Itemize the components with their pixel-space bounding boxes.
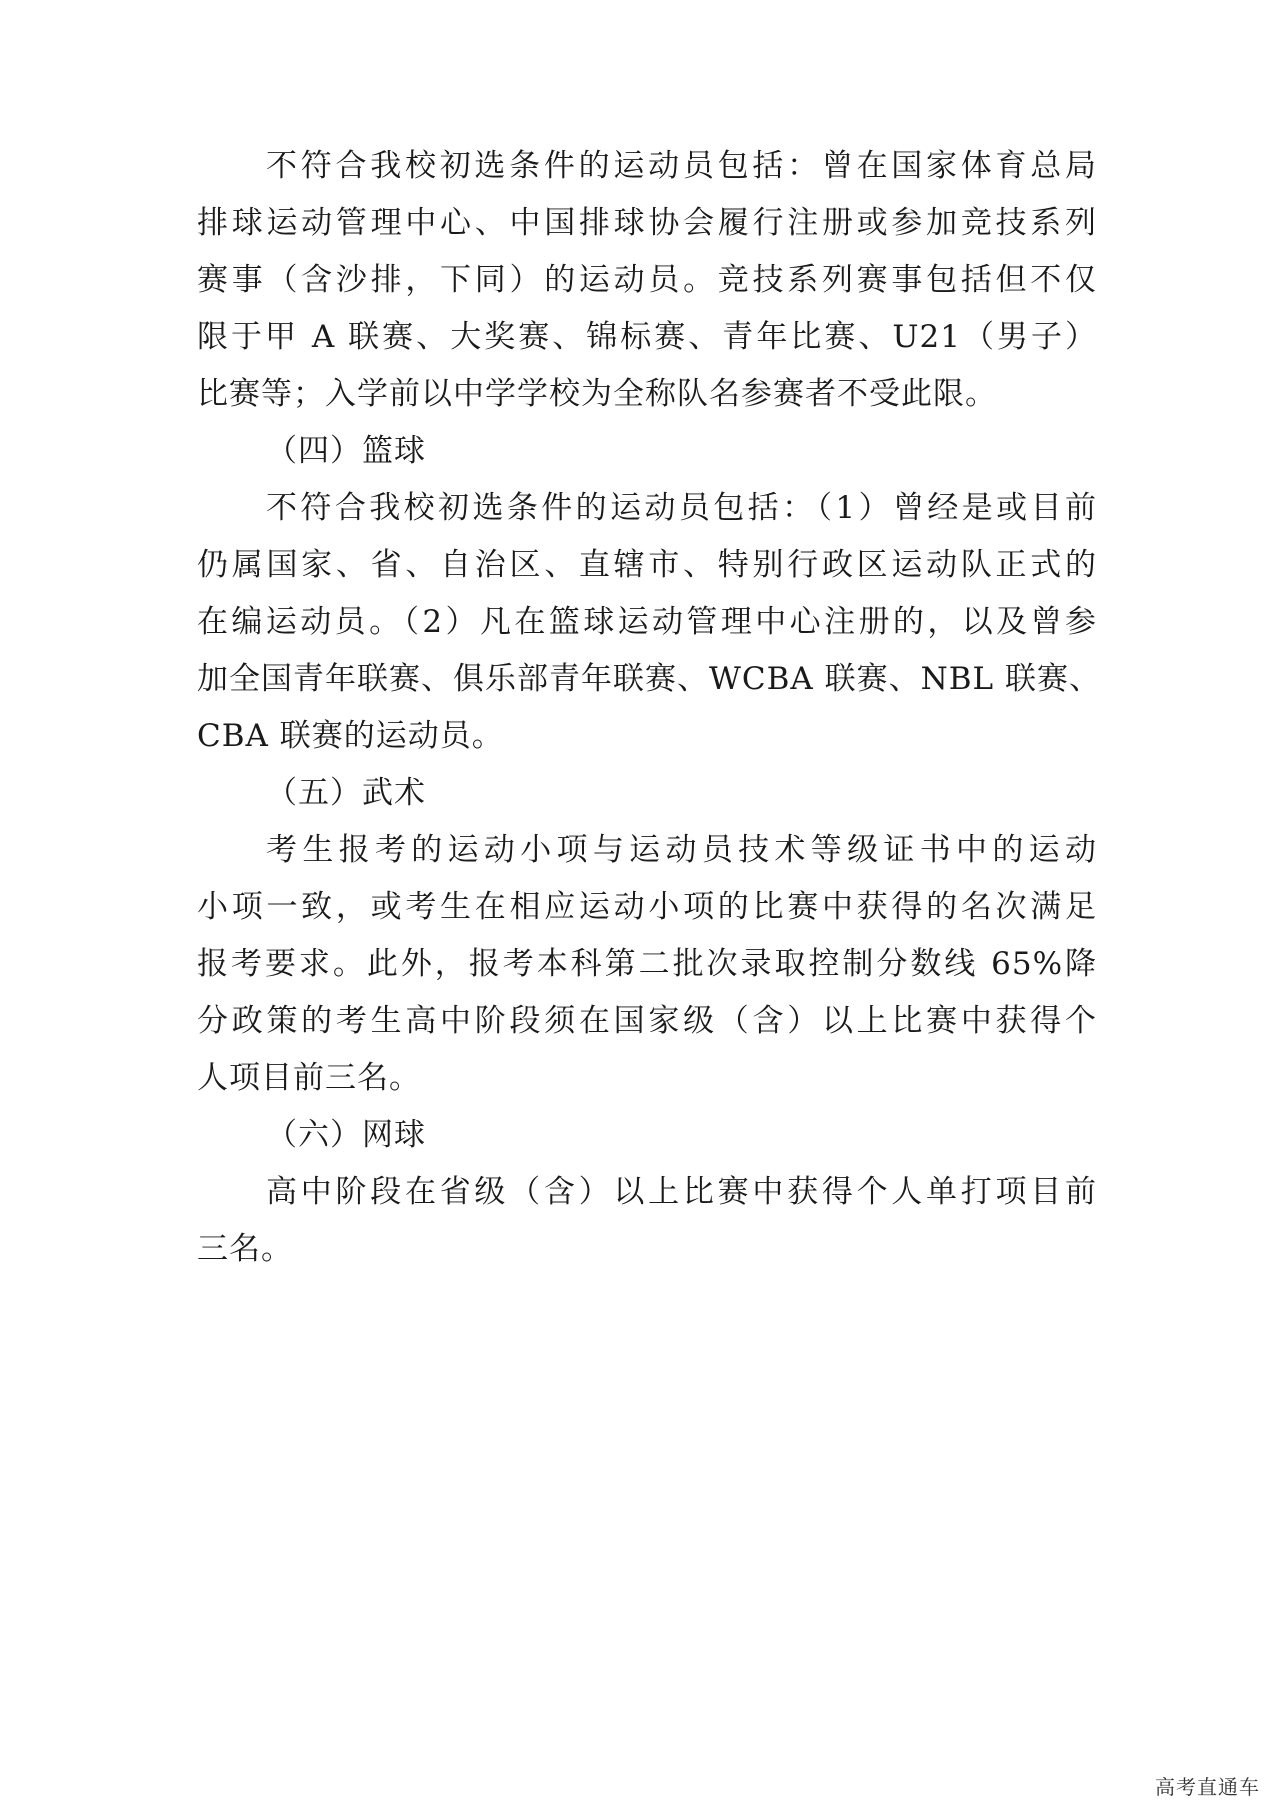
paragraph-line: 分政策的考生高中阶段须在国家级（含）以上比赛中获得个 [197,1003,1097,1039]
section-heading-tennis: （六）网球 [266,1117,426,1153]
watermark-text: 高考直通车 [1155,1775,1260,1799]
paragraph-line: 人项目前三名。 [197,1060,421,1096]
paragraph-line: 比赛等；入学前以中学学校为全称队名参赛者不受此限。 [197,376,997,412]
paragraph-line: 考生报考的运动小项与运动员技术等级证书中的运动 [266,832,1097,868]
paragraph-line: 小项一致，或考生在相应运动小项的比赛中获得的名次满足 [197,889,1097,925]
paragraph-line: 报考要求。此外，报考本科第二批次录取控制分数线 65%降 [197,946,1097,982]
paragraph-line: 排球运动管理中心、中国排球协会履行注册或参加竞技系列 [197,205,1097,241]
paragraph-line: 不符合我校初选条件的运动员包括：曾在国家体育总局 [266,148,1097,184]
section-heading-basketball: （四）篮球 [266,433,426,469]
paragraph-line: 加全国青年联赛、俱乐部青年联赛、WCBA 联赛、NBL 联赛、 [197,661,1101,697]
section-heading-wushu: （五）武术 [266,775,426,811]
paragraph-line: 在编运动员。（2）凡在篮球运动管理中心注册的，以及曾参 [197,604,1097,640]
paragraph-line: 不符合我校初选条件的运动员包括：（1）曾经是或目前 [266,490,1097,526]
paragraph-line: 赛事（含沙排，下同）的运动员。竞技系列赛事包括但不仅 [197,262,1097,298]
paragraph-line: 仍属国家、省、自治区、直辖市、特别行政区运动队正式的 [197,547,1097,583]
paragraph-line: 三名。 [197,1231,293,1267]
paragraph-line: 高中阶段在省级（含）以上比赛中获得个人单打项目前 [266,1174,1097,1210]
paragraph-line: 限于甲 A 联赛、大奖赛、锦标赛、青年比赛、U21（男子） [197,319,1097,355]
paragraph-line: CBA 联赛的运动员。 [197,718,504,754]
